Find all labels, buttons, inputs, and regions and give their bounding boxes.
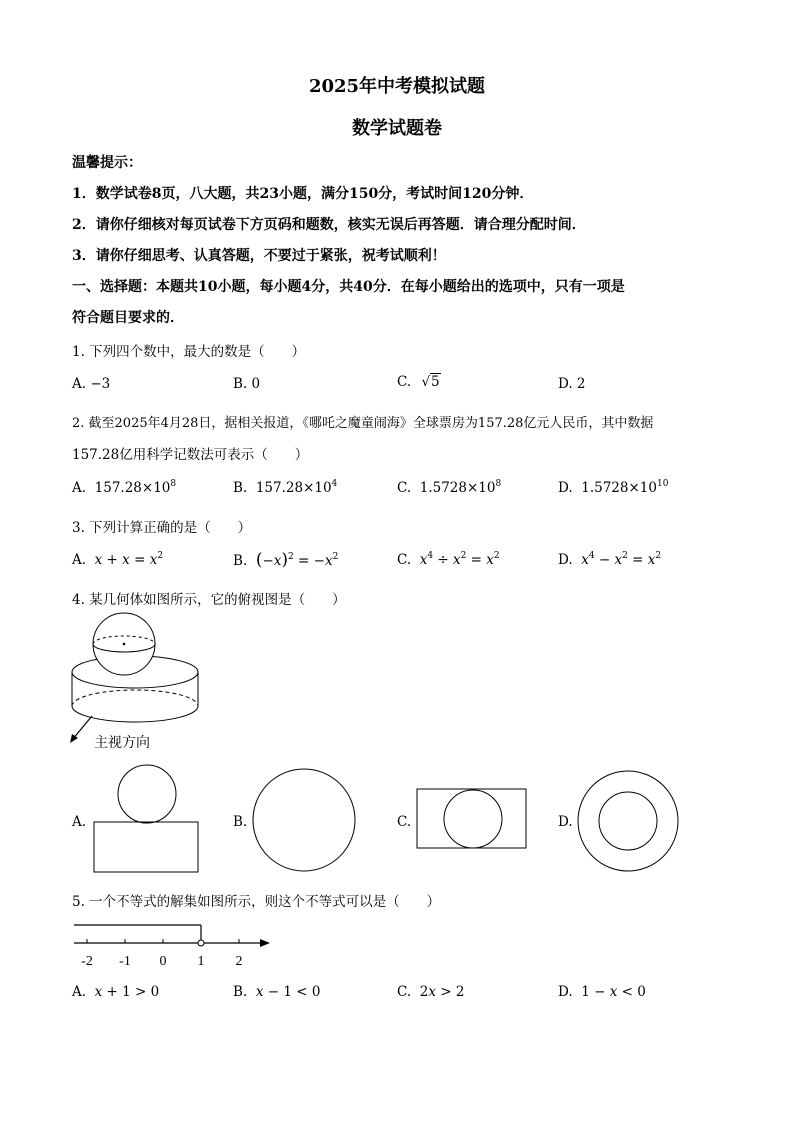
question-2-stem: 2. 截至2025年4月28日，据相关报道，《哪吒之魔童闹海》全球票房为157.28亿元人民币，其中数据 <box>72 416 654 431</box>
q4-option-a-figure <box>90 764 202 874</box>
q4-option-d-label: D. <box>558 814 573 830</box>
notice-item-1: 1．数学试卷8页，八大题，共23小题，满分150分，考试时间120分钟． <box>72 186 534 202</box>
q1-option-a: A. −3 <box>72 376 111 392</box>
q4-view-direction-label: 主视方向 <box>94 735 150 751</box>
q2-option-a: A. $157.28\times 10^8$ <box>72 479 177 496</box>
q4-option-d-figure <box>578 770 682 874</box>
tick-label-neg1: -1 <box>119 954 131 969</box>
q1-option-c-value: 5 <box>431 374 440 390</box>
notice-heading: 温馨提示： <box>72 155 142 171</box>
q4-option-c-label: C. <box>397 814 412 830</box>
q1-option-b: B. 0 <box>233 376 261 392</box>
question-3-stem: 3. 下列计算正确的是（ ） <box>72 520 252 536</box>
page-title: 2025年中考模拟试题 <box>308 76 486 97</box>
tick-label-2: 2 <box>235 954 243 969</box>
q2-option-d: D. $1.5728\times 10^{10}$ <box>558 479 669 496</box>
section-heading: 一、选择题：本题共10小题，每小题4分，共40分．在每小题给出的选项中，只有一项是 <box>72 279 625 295</box>
tick-label-neg2: -2 <box>81 954 93 969</box>
q4-option-c-figure <box>416 788 528 850</box>
question-5-stem: 5. 一个不等式的解集如图所示，则这个不等式可以是（ ） <box>72 894 441 910</box>
q3-option-c: C. $x^4 \div x^2 = x^2$ <box>397 551 500 568</box>
q5-number-line <box>70 920 280 976</box>
notice-item-3: 3．请你仔细思考、认真答题，不要过于紧张，祝考试顺利！ <box>72 248 446 264</box>
tick-label-0: 0 <box>159 954 167 969</box>
question-2-stem-cont: 157.28亿用科学记数法可表示（ ） <box>72 447 309 463</box>
notice-item-2: 2．请你仔细核对每页试卷下方页码和题数，核实无误后再答题．请合理分配时间． <box>72 217 586 233</box>
q5-option-a: A. x + 1 > 0 <box>72 984 160 1000</box>
tick-label-1: 1 <box>197 954 205 969</box>
q1-option-c: C. √5 <box>397 374 440 390</box>
q3-option-b: B. $(-x)^2 = -x^2$ <box>233 550 339 570</box>
q5-option-d: D. 1 − x < 0 <box>558 984 646 1000</box>
q1-option-c-label: C. <box>397 374 412 390</box>
section-heading-cont: 符合题目要求的． <box>72 310 184 326</box>
q5-option-b: B. x − 1 < 0 <box>233 984 321 1000</box>
q4-option-a-label: A. <box>72 814 87 830</box>
question-4-stem: 4. 某几何体如图所示，它的俯视图是（ ） <box>72 592 346 608</box>
q2-option-c: C. $1.5728\times 10^8$ <box>397 479 502 496</box>
q3-option-d: D. $x^4 - x^2 = x^2$ <box>558 551 662 568</box>
q5-option-c: C. 2x > 2 <box>397 984 465 1000</box>
q4-solid-figure <box>60 612 200 742</box>
q4-option-b-figure <box>252 768 356 872</box>
q1-option-d: D. 2 <box>558 376 586 392</box>
question-1-stem: 1. 下列四个数中，最大的数是（ ） <box>72 344 306 360</box>
q3-option-a: A. $x + x = x^2$ <box>72 551 164 568</box>
page-subtitle: 数学试题卷 <box>352 118 442 139</box>
q2-option-b: B. $157.28\times 10^4$ <box>233 479 338 496</box>
q4-option-b-label: B. <box>233 814 248 830</box>
